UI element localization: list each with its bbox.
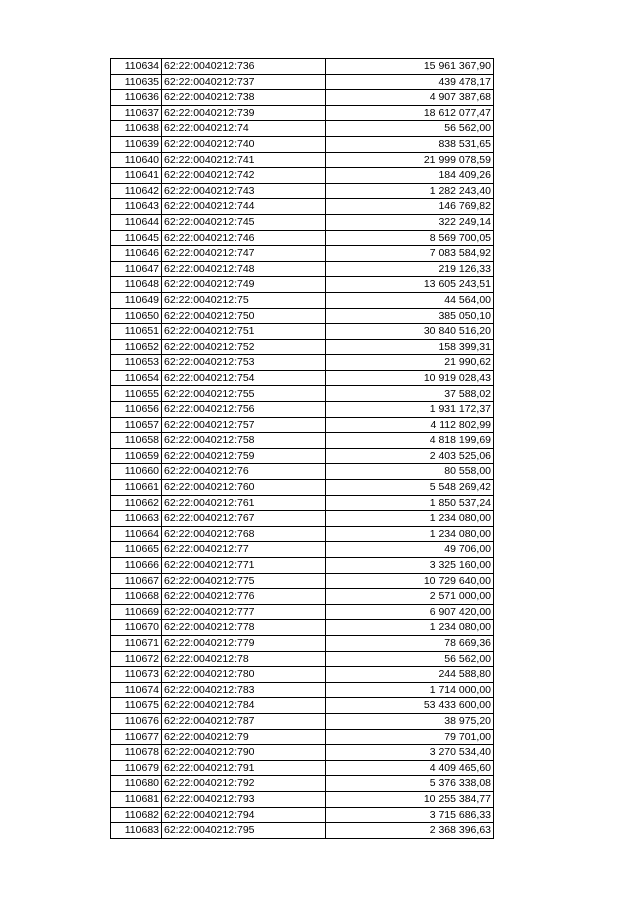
row-id-cell: 110667 <box>111 573 162 589</box>
row-id-cell: 110650 <box>111 308 162 324</box>
row-id-cell: 110635 <box>111 74 162 90</box>
row-id-cell: 110673 <box>111 667 162 683</box>
row-id-cell: 110670 <box>111 620 162 636</box>
table-row <box>111 183 494 199</box>
table-row <box>111 745 494 761</box>
cadastral-number-cell: 62:22:0040212:771 <box>162 558 326 574</box>
value-cell: 10 255 384,77 <box>326 791 494 807</box>
cadastral-number-cell: 62:22:0040212:778 <box>162 620 326 636</box>
row-id-cell: 110671 <box>111 635 162 651</box>
cadastral-number-cell: 62:22:0040212:744 <box>162 199 326 215</box>
table-row <box>111 370 494 386</box>
value-cell: 3 715 686,33 <box>326 807 494 823</box>
table-row <box>111 558 494 574</box>
value-cell: 219 126,33 <box>326 261 494 277</box>
cadastral-number-cell: 62:22:0040212:787 <box>162 713 326 729</box>
cadastral-number-cell: 62:22:0040212:792 <box>162 776 326 792</box>
row-id-cell: 110645 <box>111 230 162 246</box>
row-id-cell: 110660 <box>111 464 162 480</box>
table-row <box>111 230 494 246</box>
cadastral-number-cell: 62:22:0040212:780 <box>162 667 326 683</box>
table-row <box>111 105 494 121</box>
cadastral-number-cell: 62:22:0040212:753 <box>162 355 326 371</box>
table-row <box>111 729 494 745</box>
cadastral-number-cell: 62:22:0040212:783 <box>162 682 326 698</box>
cadastral-number-cell: 62:22:0040212:777 <box>162 604 326 620</box>
row-id-cell: 110661 <box>111 480 162 496</box>
table-row <box>111 277 494 293</box>
row-id-cell: 110680 <box>111 776 162 792</box>
value-cell: 385 050,10 <box>326 308 494 324</box>
cadastral-number-cell: 62:22:0040212:752 <box>162 339 326 355</box>
table-row <box>111 355 494 371</box>
table-row <box>111 495 494 511</box>
cadastral-number-cell: 62:22:0040212:746 <box>162 230 326 246</box>
table-row <box>111 214 494 230</box>
value-cell: 1 714 000,00 <box>326 682 494 698</box>
value-cell: 838 531,65 <box>326 136 494 152</box>
value-cell: 1 234 080,00 <box>326 526 494 542</box>
row-id-cell: 110656 <box>111 402 162 418</box>
table-body <box>111 59 494 839</box>
table-row <box>111 667 494 683</box>
table-row <box>111 542 494 558</box>
table-row <box>111 791 494 807</box>
value-cell: 4 907 387,68 <box>326 90 494 106</box>
row-id-cell: 110662 <box>111 495 162 511</box>
value-cell: 6 907 420,00 <box>326 604 494 620</box>
cadastral-number-cell: 62:22:0040212:760 <box>162 480 326 496</box>
row-id-cell: 110679 <box>111 760 162 776</box>
table-row <box>111 90 494 106</box>
cadastral-number-cell: 62:22:0040212:745 <box>162 214 326 230</box>
row-id-cell: 110646 <box>111 246 162 262</box>
table-row <box>111 152 494 168</box>
row-id-cell: 110666 <box>111 558 162 574</box>
table-row <box>111 698 494 714</box>
row-id-cell: 110659 <box>111 448 162 464</box>
cadastral-number-cell: 62:22:0040212:749 <box>162 277 326 293</box>
cadastral-number-cell: 62:22:0040212:77 <box>162 542 326 558</box>
value-cell: 44 564,00 <box>326 292 494 308</box>
value-cell: 15 961 367,90 <box>326 59 494 75</box>
table-row <box>111 433 494 449</box>
table-row <box>111 604 494 620</box>
cadastral-number-cell: 62:22:0040212:794 <box>162 807 326 823</box>
value-cell: 2 403 525,06 <box>326 448 494 464</box>
table-row <box>111 776 494 792</box>
row-id-cell: 110636 <box>111 90 162 106</box>
table-row <box>111 511 494 527</box>
table-row <box>111 246 494 262</box>
value-cell: 1 234 080,00 <box>326 620 494 636</box>
table-row <box>111 199 494 215</box>
row-id-cell: 110672 <box>111 651 162 667</box>
value-cell: 4 112 802,99 <box>326 417 494 433</box>
table-row <box>111 807 494 823</box>
cadastral-number-cell: 62:22:0040212:751 <box>162 324 326 340</box>
row-id-cell: 110663 <box>111 511 162 527</box>
value-cell: 8 569 700,05 <box>326 230 494 246</box>
cadastral-number-cell: 62:22:0040212:758 <box>162 433 326 449</box>
row-id-cell: 110642 <box>111 183 162 199</box>
row-id-cell: 110669 <box>111 604 162 620</box>
value-cell: 4 409 465,60 <box>326 760 494 776</box>
cadastral-number-cell: 62:22:0040212:740 <box>162 136 326 152</box>
cadastral-number-cell: 62:22:0040212:793 <box>162 791 326 807</box>
row-id-cell: 110681 <box>111 791 162 807</box>
value-cell: 49 706,00 <box>326 542 494 558</box>
value-cell: 2 571 000,00 <box>326 589 494 605</box>
row-id-cell: 110675 <box>111 698 162 714</box>
table-row <box>111 136 494 152</box>
row-id-cell: 110678 <box>111 745 162 761</box>
value-cell: 244 588,80 <box>326 667 494 683</box>
value-cell: 38 975,20 <box>326 713 494 729</box>
row-id-cell: 110640 <box>111 152 162 168</box>
table-row <box>111 417 494 433</box>
value-cell: 56 562,00 <box>326 651 494 667</box>
table-row <box>111 480 494 496</box>
value-cell: 79 701,00 <box>326 729 494 745</box>
cadastral-number-cell: 62:22:0040212:78 <box>162 651 326 667</box>
row-id-cell: 110658 <box>111 433 162 449</box>
table-row <box>111 651 494 667</box>
table-row <box>111 339 494 355</box>
cadastral-number-cell: 62:22:0040212:79 <box>162 729 326 745</box>
value-cell: 80 558,00 <box>326 464 494 480</box>
cadastral-number-cell: 62:22:0040212:756 <box>162 402 326 418</box>
row-id-cell: 110637 <box>111 105 162 121</box>
cadastral-number-cell: 62:22:0040212:75 <box>162 292 326 308</box>
value-cell: 13 605 243,51 <box>326 277 494 293</box>
table-row <box>111 292 494 308</box>
value-cell: 2 368 396,63 <box>326 823 494 839</box>
value-cell: 3 325 160,00 <box>326 558 494 574</box>
table-row <box>111 308 494 324</box>
row-id-cell: 110674 <box>111 682 162 698</box>
row-id-cell: 110664 <box>111 526 162 542</box>
cadastral-number-cell: 62:22:0040212:737 <box>162 74 326 90</box>
value-cell: 1 931 172,37 <box>326 402 494 418</box>
table-row <box>111 402 494 418</box>
table-row <box>111 526 494 542</box>
row-id-cell: 110634 <box>111 59 162 75</box>
table-row <box>111 59 494 75</box>
value-cell: 37 588,02 <box>326 386 494 402</box>
cadastral-number-cell: 62:22:0040212:767 <box>162 511 326 527</box>
row-id-cell: 110653 <box>111 355 162 371</box>
table-row <box>111 589 494 605</box>
cadastral-number-cell: 62:22:0040212:736 <box>162 59 326 75</box>
table-row <box>111 635 494 651</box>
cadastral-number-cell: 62:22:0040212:748 <box>162 261 326 277</box>
table-row <box>111 386 494 402</box>
row-id-cell: 110677 <box>111 729 162 745</box>
cadastral-number-cell: 62:22:0040212:739 <box>162 105 326 121</box>
table-row <box>111 121 494 137</box>
value-cell: 56 562,00 <box>326 121 494 137</box>
cadastral-value-table <box>110 58 494 839</box>
row-id-cell: 110657 <box>111 417 162 433</box>
cadastral-number-cell: 62:22:0040212:743 <box>162 183 326 199</box>
value-cell: 7 083 584,92 <box>326 246 494 262</box>
row-id-cell: 110682 <box>111 807 162 823</box>
cadastral-number-cell: 62:22:0040212:754 <box>162 370 326 386</box>
value-cell: 5 548 269,42 <box>326 480 494 496</box>
cadastral-number-cell: 62:22:0040212:750 <box>162 308 326 324</box>
cadastral-number-cell: 62:22:0040212:74 <box>162 121 326 137</box>
table-row <box>111 464 494 480</box>
value-cell: 21 990,62 <box>326 355 494 371</box>
row-id-cell: 110654 <box>111 370 162 386</box>
row-id-cell: 110676 <box>111 713 162 729</box>
table-row <box>111 823 494 839</box>
value-cell: 322 249,14 <box>326 214 494 230</box>
value-cell: 1 850 537,24 <box>326 495 494 511</box>
cadastral-number-cell: 62:22:0040212:791 <box>162 760 326 776</box>
value-cell: 184 409,26 <box>326 168 494 184</box>
cadastral-number-cell: 62:22:0040212:741 <box>162 152 326 168</box>
table-row <box>111 324 494 340</box>
row-id-cell: 110641 <box>111 168 162 184</box>
row-id-cell: 110665 <box>111 542 162 558</box>
table-row <box>111 168 494 184</box>
table-row <box>111 682 494 698</box>
cadastral-number-cell: 62:22:0040212:738 <box>162 90 326 106</box>
row-id-cell: 110644 <box>111 214 162 230</box>
table-row <box>111 620 494 636</box>
value-cell: 53 433 600,00 <box>326 698 494 714</box>
cadastral-number-cell: 62:22:0040212:76 <box>162 464 326 480</box>
cadastral-number-cell: 62:22:0040212:742 <box>162 168 326 184</box>
value-cell: 146 769,82 <box>326 199 494 215</box>
table-row <box>111 760 494 776</box>
row-id-cell: 110638 <box>111 121 162 137</box>
cadastral-number-cell: 62:22:0040212:747 <box>162 246 326 262</box>
cadastral-number-cell: 62:22:0040212:768 <box>162 526 326 542</box>
cadastral-number-cell: 62:22:0040212:776 <box>162 589 326 605</box>
table-row <box>111 74 494 90</box>
value-cell: 5 376 338,08 <box>326 776 494 792</box>
value-cell: 18 612 077,47 <box>326 105 494 121</box>
cadastral-number-cell: 62:22:0040212:795 <box>162 823 326 839</box>
table-row <box>111 713 494 729</box>
table-row <box>111 448 494 464</box>
value-cell: 4 818 199,69 <box>326 433 494 449</box>
value-cell: 78 669,36 <box>326 635 494 651</box>
row-id-cell: 110683 <box>111 823 162 839</box>
value-cell: 1 282 243,40 <box>326 183 494 199</box>
value-cell: 10 919 028,43 <box>326 370 494 386</box>
row-id-cell: 110647 <box>111 261 162 277</box>
cadastral-number-cell: 62:22:0040212:755 <box>162 386 326 402</box>
cadastral-number-cell: 62:22:0040212:779 <box>162 635 326 651</box>
table-row <box>111 573 494 589</box>
cadastral-number-cell: 62:22:0040212:775 <box>162 573 326 589</box>
value-cell: 21 999 078,59 <box>326 152 494 168</box>
value-cell: 10 729 640,00 <box>326 573 494 589</box>
row-id-cell: 110639 <box>111 136 162 152</box>
value-cell: 3 270 534,40 <box>326 745 494 761</box>
row-id-cell: 110652 <box>111 339 162 355</box>
value-cell: 439 478,17 <box>326 74 494 90</box>
value-cell: 1 234 080,00 <box>326 511 494 527</box>
cadastral-number-cell: 62:22:0040212:790 <box>162 745 326 761</box>
value-cell: 30 840 516,20 <box>326 324 494 340</box>
row-id-cell: 110649 <box>111 292 162 308</box>
row-id-cell: 110651 <box>111 324 162 340</box>
cadastral-number-cell: 62:22:0040212:757 <box>162 417 326 433</box>
value-cell: 158 399,31 <box>326 339 494 355</box>
row-id-cell: 110643 <box>111 199 162 215</box>
row-id-cell: 110655 <box>111 386 162 402</box>
cadastral-number-cell: 62:22:0040212:761 <box>162 495 326 511</box>
row-id-cell: 110648 <box>111 277 162 293</box>
cadastral-number-cell: 62:22:0040212:759 <box>162 448 326 464</box>
table-row <box>111 261 494 277</box>
cadastral-number-cell: 62:22:0040212:784 <box>162 698 326 714</box>
row-id-cell: 110668 <box>111 589 162 605</box>
